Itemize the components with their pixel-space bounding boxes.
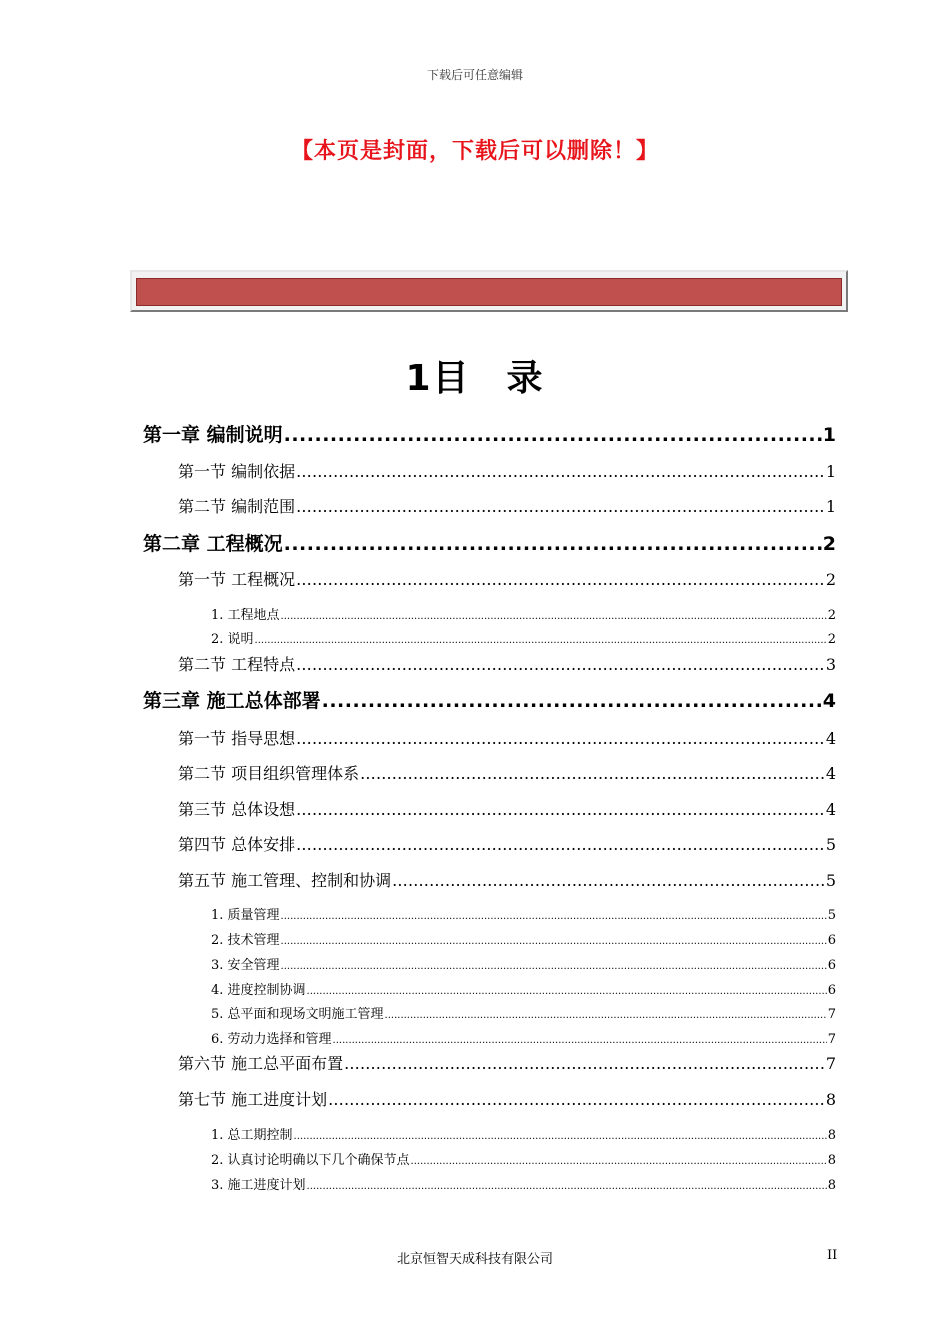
toc-title-char-1: 目 [432,358,471,399]
toc-section[interactable] [178,868,836,891]
toc-entry-page: 5 [825,871,836,890]
toc-entry-page: 7 [825,1054,836,1073]
toc-subsection[interactable] [211,979,836,998]
toc-entry-label: 3. 施工进度计划 [211,1178,306,1193]
toc-title-char-2: 录 [506,358,545,399]
header-note: 下载后可任意编辑 [426,68,523,82]
toc-entry-page: 1 [822,424,836,446]
toc-entry-label: 4. 进度控制协调 [211,983,306,998]
toc-section[interactable] [178,1051,836,1074]
cover-notice: 【本页是封面，下载后可以删除！】 [290,139,659,164]
toc-entry-label: 第二节 编制范围 [178,497,296,516]
footer-company: 北京恒智天成科技有限公司 [396,1252,553,1267]
toc-subsection[interactable] [211,604,836,623]
toc-entry-label: 第一章 编制说明 [143,424,283,446]
toc-entry-label: 2. 说明 [211,632,254,647]
toc-subsection[interactable] [211,929,836,948]
toc-entry-page: 3 [825,655,836,674]
toc-entry-label: 第二节 项目组织管理体系 [178,764,360,783]
toc-entry-page: 7 [827,1007,836,1022]
toc-entry-page: 2 [827,608,836,623]
toc-entry-page: 5 [827,908,836,923]
toc-entry-page: 2 [827,632,836,647]
toc-section[interactable] [178,726,836,749]
toc-entry-page: 4 [825,764,836,783]
toc-entry-label: 第六节 施工总平面布置 [178,1054,344,1073]
toc-entry-page: 4 [825,800,836,819]
toc-entry-page: 1 [825,497,836,516]
toc-subsection[interactable] [211,1149,836,1168]
toc-subsection[interactable] [211,1174,836,1193]
toc-section[interactable] [178,832,836,855]
toc-entry-label: 第四节 总体安排 [178,835,296,854]
toc-entry-label: 2. 认真讨论明确以下几个确保节点 [211,1153,410,1168]
toc-subsection[interactable] [211,1003,836,1022]
toc-title-number: 1 [405,358,433,399]
toc-subsection[interactable] [211,628,836,647]
toc-entry-label: 第七节 施工进度计划 [178,1090,328,1109]
toc-entry-label: 第一节 工程概况 [178,570,296,589]
toc-entry-label: 1. 质量管理 [211,908,280,923]
toc-entry-label: 1. 总工期控制 [211,1128,293,1143]
toc-entry-page: 6 [827,958,836,973]
toc-entry-page: 8 [827,1153,836,1168]
toc-entry-page: 2 [822,533,836,555]
toc-section[interactable] [178,459,836,482]
toc-subsection[interactable] [211,1124,836,1143]
toc-entry-label: 5. 总平面和现场文明施工管理 [211,1007,384,1022]
toc-entry-label: 3. 安全管理 [211,958,280,973]
toc-chapter[interactable] [143,686,836,713]
toc-entry-label: 第一节 编制依据 [178,462,296,481]
toc-entry-label: 第五节 施工管理、控制和协调 [178,871,392,890]
toc-entry-label: 第一节 指导思想 [178,729,296,748]
toc-entry-label: 第三章 施工总体部署 [143,690,321,712]
banner-fill [136,278,842,306]
toc-entry-page: 2 [825,570,836,589]
toc-entry-page: 5 [825,835,836,854]
toc-entry-label: 第二章 工程概况 [143,533,283,555]
toc-entry-label: 第三节 总体设想 [178,800,296,819]
toc-chapter[interactable] [143,420,836,447]
toc-entry-page: 4 [825,729,836,748]
toc-section[interactable] [178,797,836,820]
toc-section[interactable] [178,567,836,590]
toc-entry-page: 1 [825,462,836,481]
toc-entry-label: 6. 劳动力选择和管理 [211,1032,332,1047]
toc-entry-page: 8 [827,1128,836,1143]
toc-section[interactable] [178,761,836,784]
footer-page-number: II [827,1248,838,1263]
toc-subsection[interactable] [211,1028,836,1047]
toc-subsection[interactable] [211,904,836,923]
toc-entry-label: 第二节 工程特点 [178,655,296,674]
toc-section[interactable] [178,1087,836,1110]
toc-entry-page: 7 [827,1032,836,1047]
toc-section[interactable] [178,494,836,517]
toc-title [0,350,950,401]
toc-section[interactable] [178,652,836,675]
toc-entry-page: 8 [825,1090,836,1109]
decorative-banner [130,270,848,312]
toc-entry-page: 8 [827,1178,836,1193]
toc-subsection[interactable] [211,954,836,973]
toc-chapter[interactable] [143,529,836,556]
toc-entry-page: 4 [822,690,836,712]
toc-entry-page: 6 [827,933,836,948]
toc-entry-label: 2. 技术管理 [211,933,280,948]
toc-entry-label: 1. 工程地点 [211,608,280,623]
toc-entry-page: 6 [827,983,836,998]
